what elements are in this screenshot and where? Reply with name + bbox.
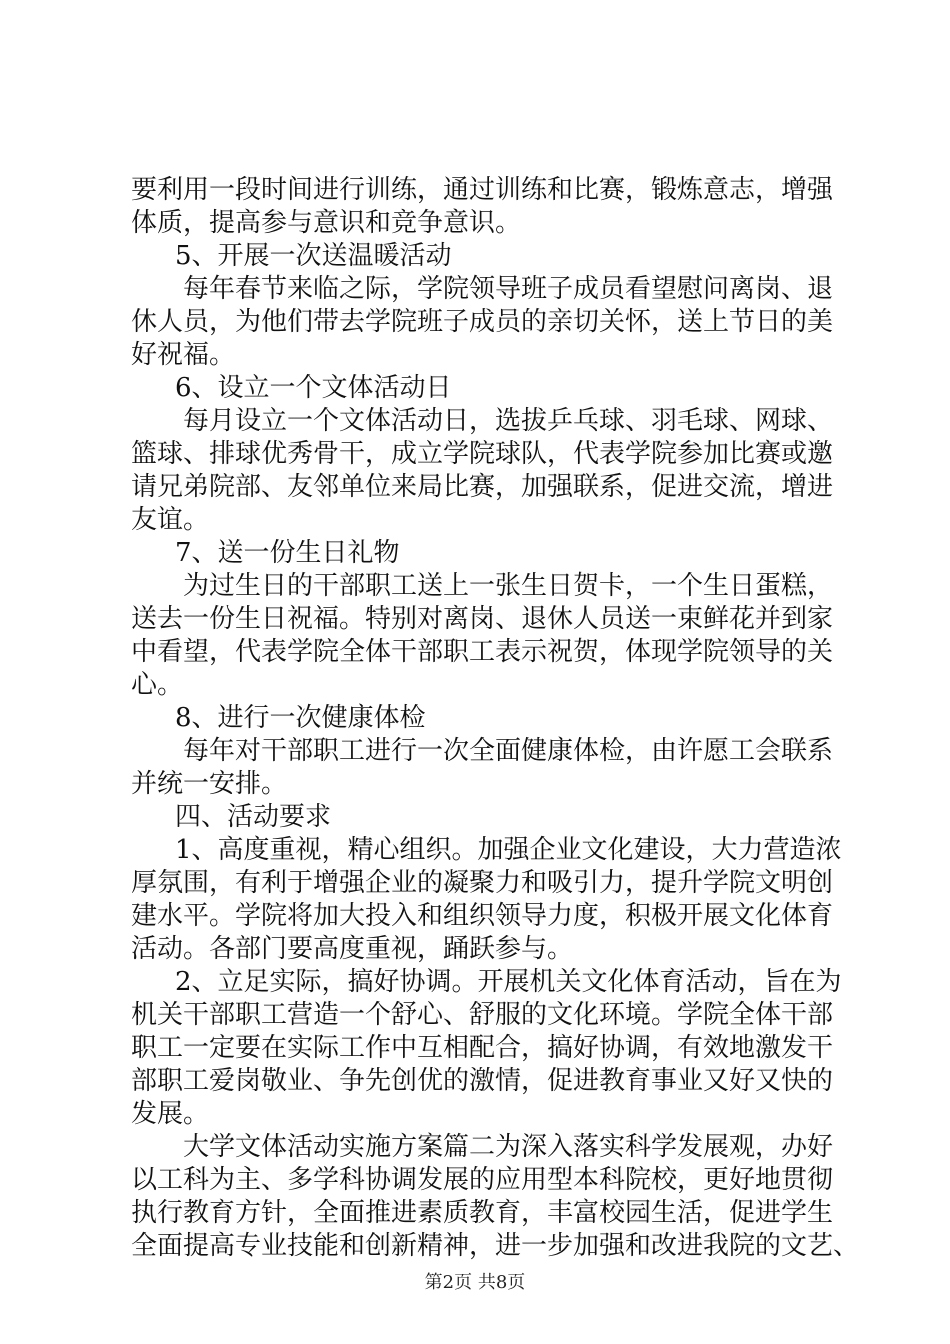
text-line: 执行教育方针，全面推进素质教育，丰富校园生活，促进学生 (131, 1198, 834, 1228)
text-line: 要利用一段时间进行训练，通过训练和比赛，锻炼意志，增强 (131, 175, 834, 205)
text-line: 机关干部职工营造一个舒心、舒服的文化环境。学院全体干部 (131, 1000, 834, 1030)
text-line: 建水平。学院将加大投入和组织领导力度，积极开展文化体育 (131, 901, 834, 931)
text-line: 活动。各部门要高度重视，踊跃参与。 (131, 934, 574, 964)
text-line: 6、设立一个文体活动日 (175, 373, 452, 403)
text-line: 送去一份生日祝福。特别对离岗、退休人员送一束鲜花并到家 (131, 604, 834, 634)
text-line: 并统一安排。 (131, 769, 288, 799)
text-line: 每年春节来临之际，学院领导班子成员看望慰问离岗、退 (183, 274, 834, 304)
text-line: 体质，提高参与意识和竞争意识。 (131, 208, 522, 238)
text-line: 请兄弟院部、友邻单位来局比赛，加强联系，促进交流，增进 (131, 472, 834, 502)
text-line: 每年对干部职工进行一次全面健康体检，由许愿工会联系 (183, 736, 834, 766)
text-line: 厚氛围，有利于增强企业的凝聚力和吸引力，提升学院文明创 (131, 868, 834, 898)
text-line: 部职工爱岗敬业、争先创优的激情，促进教育事业又好又快的 (131, 1066, 834, 1096)
text-line: 四、活动要求 (175, 802, 332, 832)
text-line: 2、立足实际，搞好协调。开展机关文化体育活动，旨在为 (175, 967, 842, 997)
text-line: 5、开展一次送温暖活动 (175, 241, 452, 271)
text-line: 以工科为主、多学科协调发展的应用型本科院校，更好地贯彻 (131, 1165, 834, 1195)
text-line: 7、送一份生日礼物 (175, 538, 400, 568)
text-line: 为过生日的干部职工送上一张生日贺卡，一个生日蛋糕， (183, 571, 834, 601)
page-footer: 第2页 共8页 (424, 1272, 526, 1293)
text-line: 8、进行一次健康体检 (175, 703, 426, 733)
text-line: 休人员，为他们带去学院班子成员的亲切关怀，送上节日的美 (131, 307, 834, 337)
text-line: 发展。 (131, 1099, 210, 1129)
text-line: 中看望，代表学院全体干部职工表示祝贺，体现学院领导的关 (131, 637, 834, 667)
text-line: 好祝福。 (131, 340, 236, 370)
text-line: 职工一定要在实际工作中互相配合，搞好协调，有效地激发干 (131, 1033, 834, 1063)
text-line: 全面提高专业技能和创新精神，进一步加强和改进我院的文艺、 (131, 1231, 860, 1261)
text-line: 友谊。 (131, 505, 210, 535)
text-line: 1、高度重视，精心组织。加强企业文化建设，大力营造浓 (175, 835, 842, 865)
text-line: 大学文体活动实施方案篇二为深入落实科学发展观，办好 (183, 1132, 834, 1162)
text-line: 每月设立一个文体活动日，选拔乒乓球、羽毛球、网球、 (183, 406, 834, 436)
document-body (131, 174, 860, 1263)
text-line: 心。 (131, 670, 184, 700)
text-line: 篮球、排球优秀骨干，成立学院球队，代表学院参加比赛或邀 (131, 439, 834, 469)
